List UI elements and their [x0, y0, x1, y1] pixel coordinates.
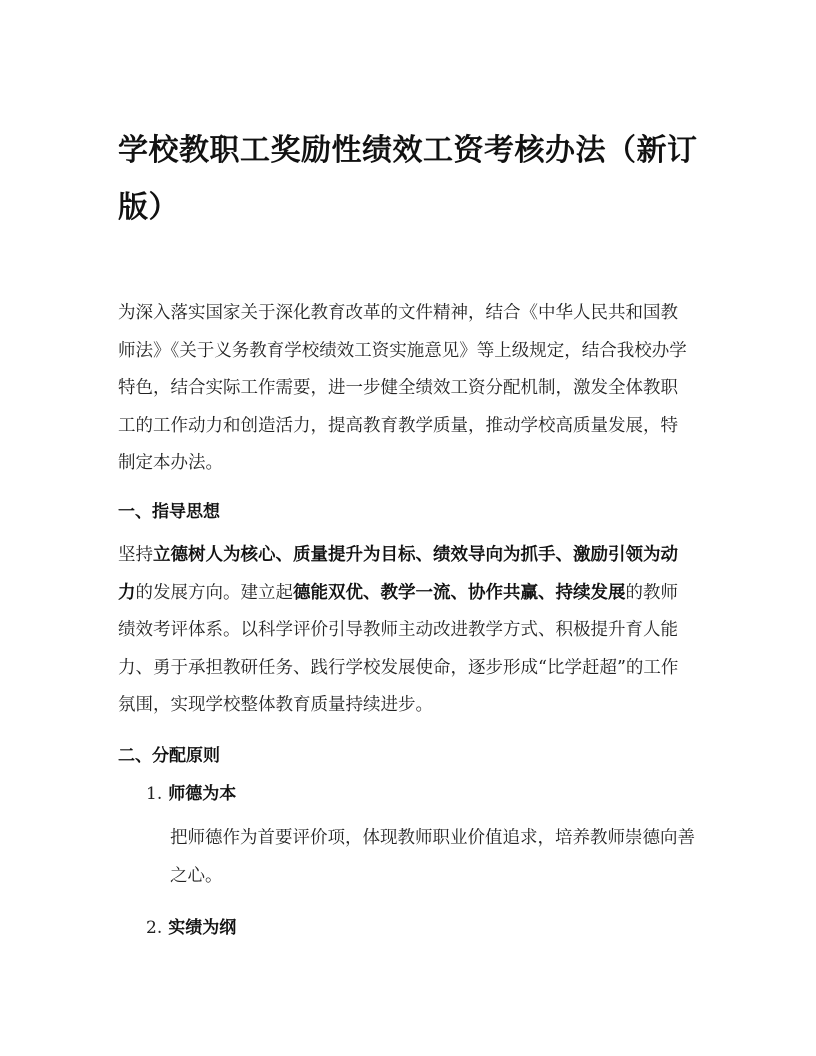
- list-number: 1.: [146, 784, 163, 804]
- text-run: 坚持: [118, 545, 153, 565]
- principle-item-1-body: 把师德作为首要评价项，体现教师职业价值追求，培养教师崇德向善之心。: [170, 828, 695, 886]
- intro-paragraph: 为深入落实国家关于深化教育改革的文件精神，结合《中华人民共和国教师法》《关于义务教育学校绩效工资实施意见》等上级规定，结合我校办学特色，结合实际工作需要，进一步健全绩效工资分配机制，激发全体教职工的工作动力和创造活力，提高教育教学质量，推动学校高质量发展，特制定本办法。: [118, 303, 687, 473]
- document-title: 学校教职工奖励性绩效工资考核办法（新订版）: [118, 133, 698, 225]
- bold-run: 德能双优、教学一流、协作共赢、持续发展: [293, 582, 626, 603]
- text-run: 的发展方向。建立起: [135, 582, 293, 603]
- text-run: 的教师绩效考评体系。以科学评价引导教师主动改进教学方式、积极提升育人能力、勇于承担教研任务、践行学校发展使命，逐步形成“比学赶超”的工作氛围，实现学校整体教育质量持续进步。: [118, 582, 679, 715]
- guiding-ideology-paragraph: [118, 537, 693, 725]
- principle-item-2-heading: [146, 913, 236, 938]
- principle-title: 实绩为纲: [168, 918, 237, 938]
- section-heading-guiding-ideology: 一、指导思想: [118, 502, 220, 522]
- principle-item-1-heading: [146, 779, 236, 804]
- section-heading-distribution-principles: 二、分配原则: [118, 746, 220, 766]
- list-number: 2.: [146, 918, 163, 938]
- bold-run: 立德树人为核心、质量提升为目标、绩效导向为抓手、激励引领为动力: [118, 545, 678, 603]
- principle-title: 师德为本: [168, 784, 237, 804]
